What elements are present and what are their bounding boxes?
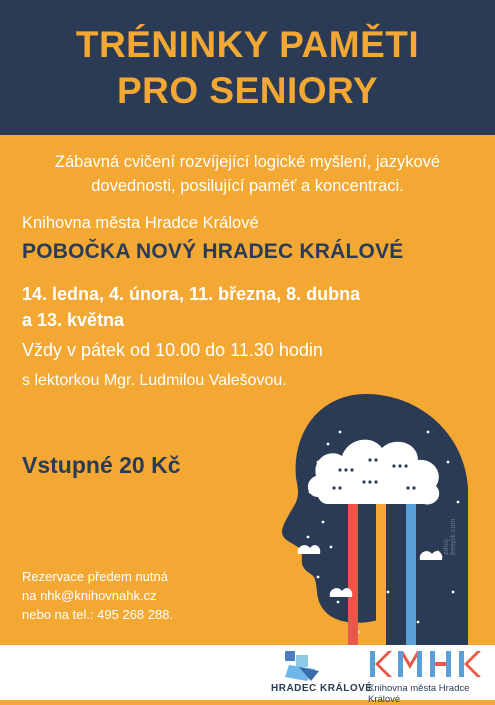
reservation-email[interactable]: na nhk@knihovnahk.cz <box>22 588 157 603</box>
dates-line-1: 14. ledna, 4. února, 11. března, 8. dubna <box>22 284 361 304</box>
hradec-kralove-label: HRADEC KRÁLOVÉ <box>271 683 373 694</box>
hradec-kralove-logo-icon <box>285 651 319 681</box>
dates-line-2: a 13. května <box>22 310 125 330</box>
bar-blue <box>406 504 416 645</box>
library-name: Knihovna města Hradce Králové <box>22 214 259 232</box>
letter-m <box>398 651 422 677</box>
bar-orange <box>376 504 386 645</box>
letter-k-2 <box>459 651 481 677</box>
letter-k-1 <box>370 651 392 677</box>
event-dates <box>22 281 462 333</box>
head-silhouette <box>282 394 468 645</box>
reservation-line-1: Rezervace předem nutná <box>22 569 168 584</box>
head-brain-illustration <box>268 392 468 645</box>
lector-text: s lektorkou Mgr. Ludmilou Valešovou. <box>22 372 287 389</box>
header-banner <box>0 0 495 135</box>
branch-name: POBOČKA NOVÝ HRADEC KRÁLOVÉ <box>22 240 404 263</box>
footer <box>0 645 495 705</box>
kmhk-label: Knihovna města Hradce Králové <box>368 683 470 705</box>
title-line-1: TRÉNINKY PAMĚTI <box>75 23 420 65</box>
event-time: Vždy v pátek od 10.00 do 11.30 hodin <box>22 340 323 360</box>
bar-red <box>348 504 358 645</box>
image-credit: zdroj: freepik.com <box>443 518 457 555</box>
title-line-2: PRO SENIORY <box>116 69 379 111</box>
reservation-info <box>22 567 173 624</box>
reservation-phone[interactable]: nebo na tel.: 495 268 288. <box>22 607 174 622</box>
intro-text: Zábavná cvičení rozvíjející logické myšlení, jazykové dovednosti, posilující paměť a koncentraci. <box>54 153 441 195</box>
letter-h <box>430 651 451 677</box>
kmhk-logo-icon <box>370 649 485 681</box>
admission-price: Vstupné 20 Kč <box>22 452 181 478</box>
